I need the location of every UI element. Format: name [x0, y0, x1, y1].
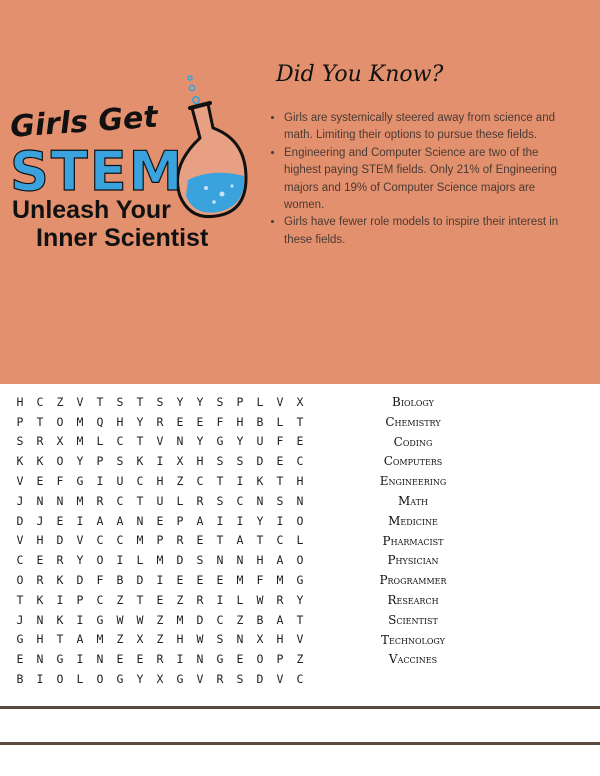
grid-letter: R: [196, 592, 204, 607]
grid-letter: C: [116, 493, 124, 508]
grid-letter: E: [276, 454, 284, 469]
grid-letter: H: [296, 474, 304, 489]
logo-line-inner-scientist: Inner Scientist: [36, 224, 209, 252]
grid-letter: H: [196, 454, 204, 469]
grid-letter: P: [16, 414, 24, 429]
grid-letter: U: [256, 434, 264, 449]
grid-letter: S: [276, 493, 284, 508]
grid-letter: V: [156, 434, 164, 449]
grid-letter: C: [296, 454, 304, 469]
grid-letter: E: [176, 414, 184, 429]
grid-letter: E: [196, 573, 204, 588]
grid-letter: A: [236, 533, 244, 548]
grid-letter: P: [176, 513, 184, 528]
word-list-item: Technology: [381, 632, 445, 647]
grid-letter: A: [276, 553, 284, 568]
grid-letter: I: [76, 513, 84, 528]
word-list: [338, 393, 488, 670]
grid-letter: Z: [116, 592, 124, 607]
grid-letter: G: [216, 434, 224, 449]
grid-letter: L: [256, 394, 264, 409]
grid-letter: O: [296, 553, 304, 568]
grid-letter: I: [276, 513, 284, 528]
grid-letter: Y: [76, 454, 84, 469]
grid-letter: N: [136, 513, 144, 528]
grid-letter: B: [116, 573, 124, 588]
grid-letter: R: [276, 592, 284, 607]
grid-letter: S: [196, 553, 204, 568]
grid-letter: W: [196, 632, 204, 647]
grid-letter: G: [176, 672, 184, 687]
grid-letter: R: [36, 434, 44, 449]
grid-letter: D: [76, 573, 84, 588]
grid-letter: C: [216, 612, 224, 627]
grid-letter: G: [76, 474, 84, 489]
grid-row: [10, 610, 322, 630]
grid-letter: F: [56, 474, 64, 489]
grid-letter: H: [276, 632, 284, 647]
grid-row: [10, 491, 322, 511]
grid-letter: K: [56, 573, 64, 588]
grid-letter: D: [196, 612, 204, 627]
grid-letter: E: [176, 573, 184, 588]
grid-letter: C: [136, 474, 144, 489]
grid-letter: Z: [176, 592, 184, 607]
grid-letter: N: [36, 652, 44, 667]
grid-letter: L: [176, 493, 184, 508]
grid-letter: T: [56, 632, 64, 647]
grid-letter: C: [96, 592, 104, 607]
grid-letter: L: [96, 434, 104, 449]
grid-letter: I: [216, 592, 224, 607]
grid-letter: L: [296, 533, 304, 548]
bubble-icon: [188, 76, 199, 103]
grid-letter: S: [236, 672, 244, 687]
grid-letter: R: [96, 493, 104, 508]
grid-letter: V: [16, 533, 24, 548]
logo-line-unleash: Unleash Your: [12, 196, 171, 224]
grid-letter: R: [216, 672, 224, 687]
grid-letter: X: [176, 454, 184, 469]
grid-letter: S: [156, 394, 164, 409]
grid-letter: T: [96, 394, 104, 409]
grid-letter: M: [76, 493, 84, 508]
grid-letter: B: [16, 672, 24, 687]
grid-row: [10, 669, 322, 689]
grid-letter: E: [196, 533, 204, 548]
facts-list: [270, 110, 566, 249]
grid-letter: E: [196, 414, 204, 429]
grid-letter: K: [256, 474, 264, 489]
grid-letter: F: [96, 573, 104, 588]
grid-letter: K: [36, 592, 44, 607]
grid-letter: L: [236, 592, 244, 607]
grid-letter: E: [136, 652, 144, 667]
grid-letter: H: [116, 414, 124, 429]
grid-letter: V: [276, 672, 284, 687]
grid-letter: O: [56, 454, 64, 469]
did-you-know-title: Did You Know?: [276, 62, 444, 87]
grid-letter: V: [296, 632, 304, 647]
grid-letter: O: [96, 553, 104, 568]
grid-letter: T: [136, 434, 144, 449]
divider-line: [0, 742, 600, 745]
grid-letter: K: [136, 454, 144, 469]
grid-letter: G: [56, 652, 64, 667]
grid-letter: X: [256, 632, 264, 647]
grid-letter: M: [76, 414, 84, 429]
grid-letter: S: [216, 632, 224, 647]
grid-letter: K: [36, 454, 44, 469]
grid-letter: K: [56, 612, 64, 627]
grid-letter: J: [36, 513, 44, 528]
grid-letter: U: [156, 493, 164, 508]
grid-letter: H: [36, 632, 44, 647]
grid-letter: Y: [196, 394, 204, 409]
grid-letter: C: [116, 533, 124, 548]
word-list-item: Programmer: [379, 573, 447, 588]
grid-letter: S: [216, 394, 224, 409]
grid-letter: C: [296, 672, 304, 687]
grid-letter: E: [16, 652, 24, 667]
grid-letter: D: [176, 553, 184, 568]
fact-item: • Girls are systemically steered away from science and math. Limiting their options to pursue these fields.: [284, 110, 566, 145]
fact-item: • Girls have fewer role models to inspire their interest in these fields.: [284, 214, 566, 249]
grid-letter: M: [236, 573, 244, 588]
grid-letter: H: [36, 533, 44, 548]
grid-row: [10, 412, 322, 432]
grid-letter: V: [76, 533, 84, 548]
flask-icon: [178, 103, 247, 217]
grid-letter: T: [136, 592, 144, 607]
grid-row: [10, 649, 322, 669]
grid-letter: T: [136, 394, 144, 409]
grid-letter: Z: [176, 474, 184, 489]
grid-letter: C: [16, 553, 24, 568]
grid-letter: P: [236, 394, 244, 409]
grid-letter: M: [76, 434, 84, 449]
grid-letter: Y: [136, 414, 144, 429]
grid-letter: W: [136, 612, 144, 627]
grid-letter: E: [116, 652, 124, 667]
grid-letter: T: [16, 592, 24, 607]
grid-letter: W: [256, 592, 264, 607]
grid-letter: U: [116, 474, 124, 489]
grid-letter: Y: [136, 672, 144, 687]
grid-letter: T: [296, 414, 304, 429]
grid-letter: H: [16, 394, 24, 409]
grid-letter: I: [76, 652, 84, 667]
grid-letter: T: [136, 493, 144, 508]
grid-row: [10, 550, 322, 570]
grid-letter: G: [16, 632, 24, 647]
grid-letter: Z: [156, 632, 164, 647]
grid-letter: I: [236, 513, 244, 528]
grid-letter: N: [36, 493, 44, 508]
grid-letter: M: [136, 533, 144, 548]
grid-letter: B: [256, 612, 264, 627]
grid-letter: Y: [196, 434, 204, 449]
grid-letter: R: [156, 652, 164, 667]
grid-letter: X: [156, 672, 164, 687]
grid-letter: R: [176, 533, 184, 548]
grid-letter: Y: [256, 513, 264, 528]
grid-letter: I: [116, 553, 124, 568]
grid-letter: R: [156, 414, 164, 429]
grid-letter: Y: [76, 553, 84, 568]
grid-letter: P: [276, 652, 284, 667]
grid-letter: F: [256, 573, 264, 588]
logo-line-girls-get: Girls Get: [9, 99, 159, 145]
grid-letter: V: [16, 474, 24, 489]
grid-letter: X: [56, 434, 64, 449]
grid-letter: T: [256, 533, 264, 548]
grid-letter: V: [76, 394, 84, 409]
grid-letter: G: [296, 573, 304, 588]
grid-row: [10, 432, 322, 452]
word-list-item: Math: [398, 493, 428, 508]
grid-letter: L: [76, 672, 84, 687]
grid-letter: P: [76, 592, 84, 607]
grid-letter: I: [36, 672, 44, 687]
grid-letter: I: [236, 474, 244, 489]
grid-letter: R: [196, 493, 204, 508]
grid-letter: I: [156, 454, 164, 469]
grid-letter: N: [236, 553, 244, 568]
grid-letter: H: [256, 553, 264, 568]
grid-letter: I: [216, 513, 224, 528]
grid-letter: H: [176, 632, 184, 647]
grid-letter: S: [116, 394, 124, 409]
grid-letter: E: [156, 513, 164, 528]
grid-letter: I: [56, 592, 64, 607]
grid-letter: S: [236, 454, 244, 469]
grid-letter: C: [196, 474, 204, 489]
grid-letter: Z: [236, 612, 244, 627]
word-list-item: Engineering: [379, 474, 447, 489]
divider-line: [0, 706, 600, 709]
grid-letter: T: [276, 474, 284, 489]
word-list-item: Coding: [393, 434, 433, 449]
grid-letter: I: [176, 652, 184, 667]
grid-letter: Y: [296, 592, 304, 607]
grid-letter: V: [196, 672, 204, 687]
grid-letter: K: [16, 454, 24, 469]
grid-row: [10, 392, 322, 412]
grid-letter: E: [36, 474, 44, 489]
grid-letter: A: [76, 632, 84, 647]
grid-letter: D: [256, 672, 264, 687]
grid-letter: M: [276, 573, 284, 588]
grid-letter: P: [156, 533, 164, 548]
grid-letter: G: [216, 652, 224, 667]
grid-letter: A: [196, 513, 204, 528]
grid-letter: L: [276, 414, 284, 429]
word-list-item: Physician: [387, 553, 439, 568]
grid-letter: Z: [116, 632, 124, 647]
grid-letter: R: [36, 573, 44, 588]
grid-letter: R: [56, 553, 64, 568]
grid-letter: D: [56, 533, 64, 548]
grid-letter: C: [116, 434, 124, 449]
grid-row: [10, 471, 322, 491]
grid-letter: A: [96, 513, 104, 528]
grid-letter: T: [296, 612, 304, 627]
grid-letter: N: [196, 652, 204, 667]
grid-letter: S: [16, 434, 24, 449]
word-list-item: Medicine: [388, 513, 438, 528]
grid-letter: L: [136, 553, 144, 568]
word-list-item: Chemistry: [385, 414, 441, 429]
grid-letter: Y: [236, 434, 244, 449]
grid-letter: E: [36, 553, 44, 568]
grid-letter: B: [256, 414, 264, 429]
grid-letter: I: [96, 474, 104, 489]
girls-get-stem-logo: [0, 70, 260, 260]
grid-letter: D: [16, 513, 24, 528]
grid-letter: H: [156, 474, 164, 489]
grid-letter: O: [96, 672, 104, 687]
grid-letter: E: [156, 592, 164, 607]
grid-letter: C: [236, 493, 244, 508]
grid-letter: I: [76, 612, 84, 627]
grid-letter: V: [276, 394, 284, 409]
header-panel: [0, 0, 600, 384]
grid-letter: I: [156, 573, 164, 588]
grid-letter: O: [56, 414, 64, 429]
grid-letter: N: [56, 493, 64, 508]
word-list-item: Research: [387, 592, 439, 607]
grid-letter: E: [296, 434, 304, 449]
grid-letter: Z: [296, 652, 304, 667]
grid-letter: T: [36, 414, 44, 429]
word-list-item: Biology: [392, 395, 434, 409]
grid-letter: O: [16, 573, 24, 588]
grid-letter: Y: [176, 394, 184, 409]
grid-letter: C: [36, 394, 44, 409]
grid-letter: O: [256, 652, 264, 667]
grid-letter: N: [36, 612, 44, 627]
grid-letter: Q: [96, 414, 104, 429]
logo-line-stem: STEM: [10, 140, 185, 203]
grid-letter: A: [276, 612, 284, 627]
grid-letter: D: [136, 573, 144, 588]
grid-letter: G: [96, 612, 104, 627]
grid-letter: E: [236, 652, 244, 667]
grid-letter: P: [96, 454, 104, 469]
grid-letter: T: [216, 474, 224, 489]
grid-letter: E: [216, 573, 224, 588]
grid-letter: Z: [156, 612, 164, 627]
grid-letter: F: [276, 434, 284, 449]
word-list-item: Scientist: [388, 612, 438, 627]
grid-letter: W: [116, 612, 124, 627]
grid-letter: N: [176, 434, 184, 449]
grid-letter: J: [16, 493, 24, 508]
grid-letter: M: [176, 612, 184, 627]
grid-row: [10, 531, 322, 551]
grid-letter: C: [96, 533, 104, 548]
grid-letter: M: [156, 553, 164, 568]
grid-letter: Z: [56, 394, 64, 409]
grid-row: [10, 630, 322, 650]
word-list-item: Pharmacist: [382, 533, 444, 548]
grid-letter: N: [236, 632, 244, 647]
grid-letter: A: [116, 513, 124, 528]
word-list-item: Computers: [383, 454, 443, 469]
word-list-item: Vaccines: [388, 652, 438, 667]
grid-letter: N: [296, 493, 304, 508]
grid-letter: S: [116, 454, 124, 469]
grid-letter: N: [216, 553, 224, 568]
grid-letter: C: [276, 533, 284, 548]
word-search-grid: [10, 392, 322, 689]
grid-row: [10, 511, 322, 531]
grid-letter: S: [216, 493, 224, 508]
grid-letter: X: [136, 632, 144, 647]
grid-row: [10, 570, 322, 590]
grid-row: [10, 590, 322, 610]
grid-letter: J: [16, 612, 24, 627]
grid-letter: N: [256, 493, 264, 508]
grid-letter: H: [236, 414, 244, 429]
grid-letter: M: [96, 632, 104, 647]
grid-letter: O: [296, 513, 304, 528]
grid-letter: F: [216, 414, 224, 429]
grid-letter: G: [116, 672, 124, 687]
grid-letter: E: [56, 513, 64, 528]
grid-letter: N: [96, 652, 104, 667]
grid-letter: X: [296, 394, 304, 409]
grid-row: [10, 451, 322, 471]
grid-letter: O: [56, 672, 64, 687]
grid-letter: S: [216, 454, 224, 469]
grid-letter: D: [256, 454, 264, 469]
grid-letter: T: [216, 533, 224, 548]
fact-item: • Engineering and Computer Science are two of the highest paying STEM fields. Only 21% of Engineering majors and 19% of Computer Science majors are women.: [284, 145, 566, 215]
